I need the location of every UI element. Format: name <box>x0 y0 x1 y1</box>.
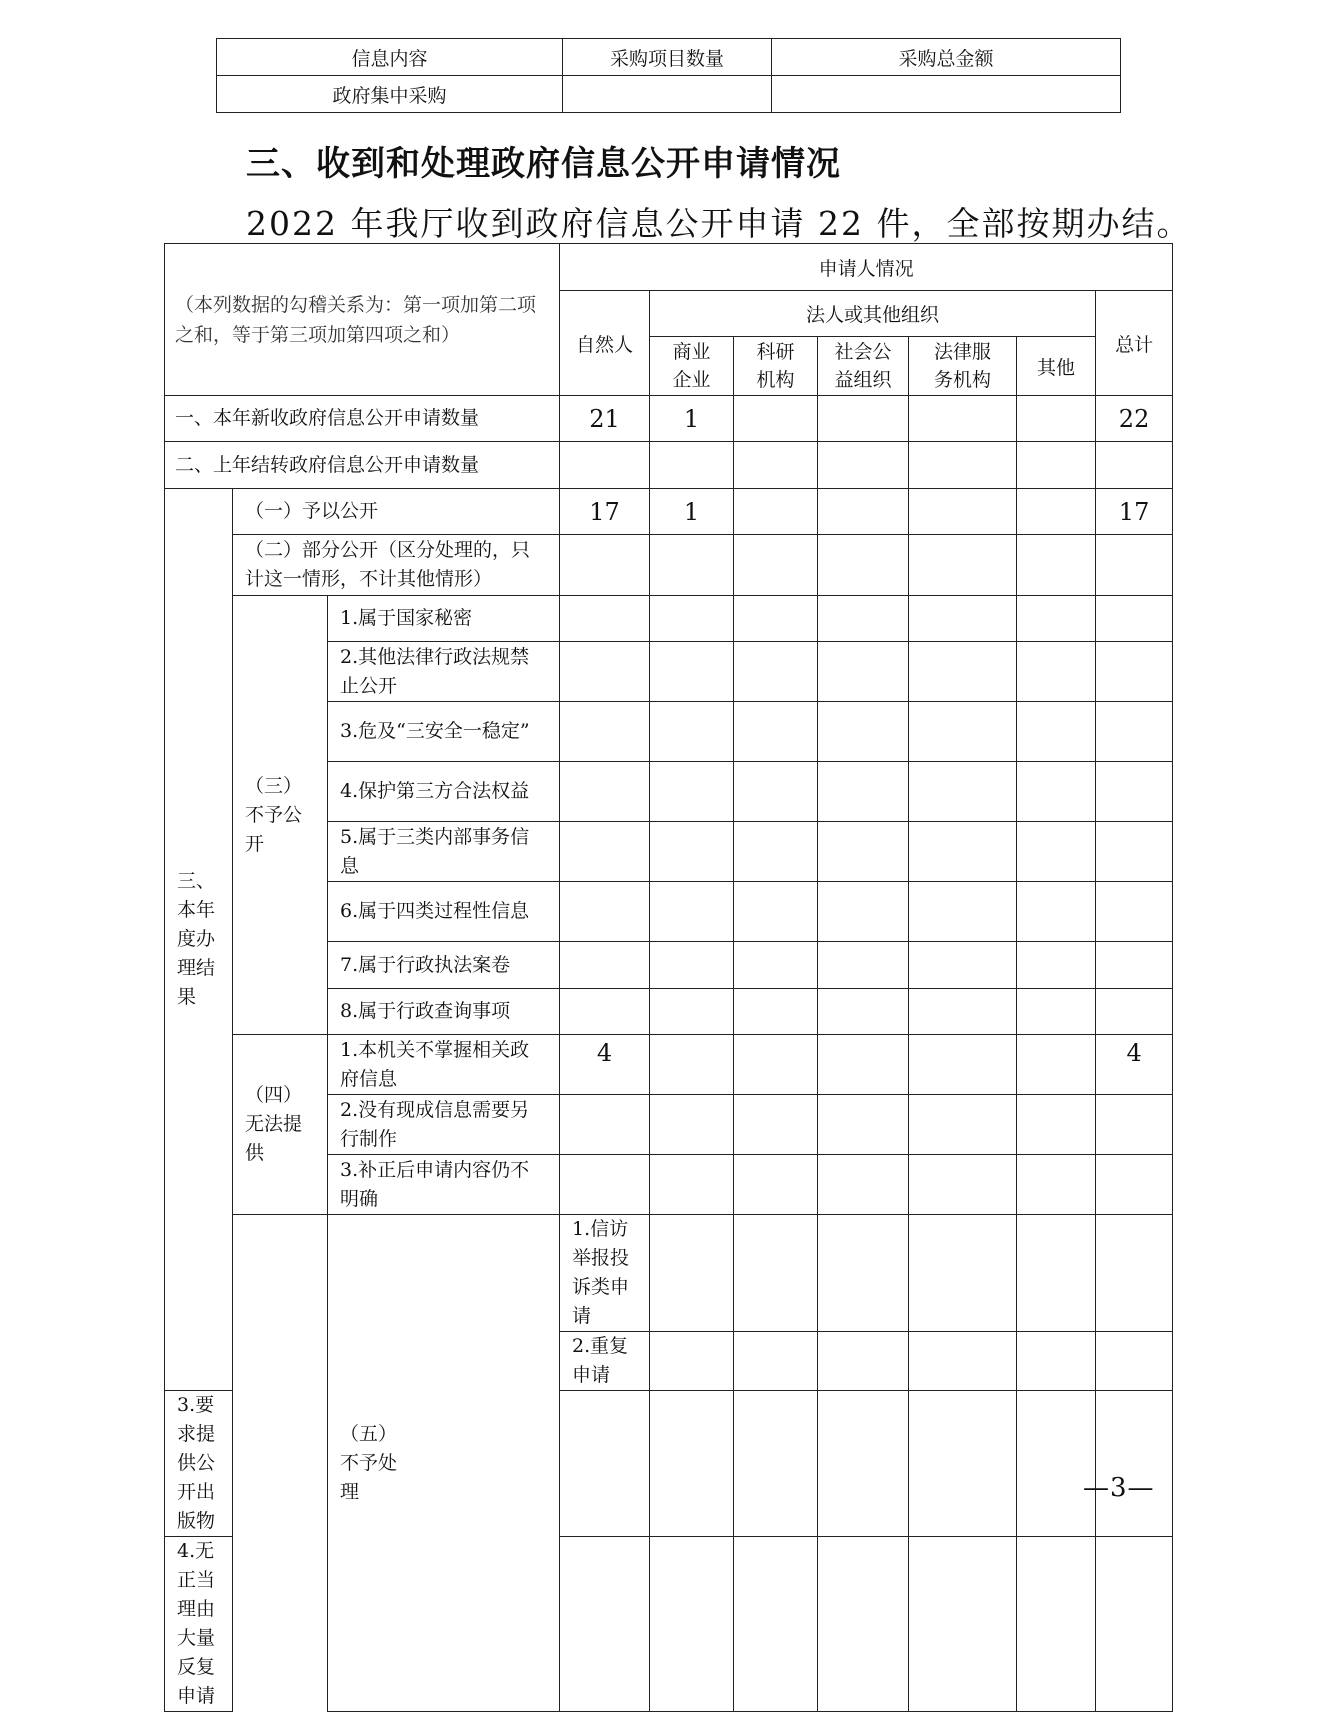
page-number: —3— <box>1083 1473 1155 1503</box>
table-row <box>165 442 1173 489</box>
row-label: 1.信访举报投诉类申请 <box>560 1215 650 1332</box>
legal-group-header: 法人或其他组织 <box>650 291 1096 337</box>
row-label: 4.无正当理由大量反复申请 <box>165 1537 233 1712</box>
category-label: （三）不予公开 <box>245 774 303 855</box>
row-label: 6.属于四类过程性信息 <box>328 882 560 942</box>
group-label-results <box>165 489 233 1391</box>
group-label-text: 三、本年度办理结果 <box>177 870 216 1008</box>
section-heading: 三、收到和处理政府信息公开申请情况 <box>246 144 841 184</box>
row-label: 1.属于国家秘密 <box>328 596 560 642</box>
cell-total: 17 <box>1096 489 1173 535</box>
table-row <box>165 1035 1173 1095</box>
table-note <box>165 244 560 396</box>
category-label: （五）不予处理 <box>340 1422 398 1503</box>
table-row <box>165 596 1173 642</box>
header-project-count: 采购项目数量 <box>563 39 772 76</box>
row-label: 3.要求提供公开出版物 <box>165 1391 233 1537</box>
category-unable-to-provide <box>233 1035 328 1215</box>
cell-natural: 21 <box>560 396 650 442</box>
category-not-processed <box>328 1215 560 1712</box>
col-natural-person: 自然人 <box>560 291 650 396</box>
col-business: 商业企业 <box>650 337 734 396</box>
row-label: 2.没有现成信息需要另行制作 <box>328 1095 560 1155</box>
col-total: 总计 <box>1096 291 1173 396</box>
category-not-disclosed <box>233 596 328 1035</box>
row-label: 政府集中采购 <box>217 76 563 113</box>
group-continuation-cell <box>233 1215 328 1712</box>
row-label: 3.危及“三安全一稳定” <box>328 702 560 762</box>
category-label: （四）无法提供 <box>245 1084 303 1164</box>
summary-text: 2022 年我厅收到政府信息公开申请 22 件，全部按期办结。 <box>246 204 1192 243</box>
cell-natural: 17 <box>560 489 650 535</box>
row-label: 7.属于行政执法案卷 <box>328 942 560 989</box>
col-research: 科研机构 <box>734 337 818 396</box>
table-row <box>165 1215 1173 1332</box>
cell-natural: 4 <box>560 1035 650 1095</box>
table-row <box>165 489 1173 535</box>
table-row <box>165 396 1173 442</box>
row-label: （二）部分公开（区分处理的，只计这一情形，不计其他情形） <box>233 535 560 596</box>
header-info-content: 信息内容 <box>217 39 563 76</box>
header-total-amount: 采购总金额 <box>772 39 1121 76</box>
cell-total: 22 <box>1096 396 1173 442</box>
row-label: 2.重复申请 <box>560 1332 650 1391</box>
row-label: 5.属于三类内部事务信息 <box>328 822 560 882</box>
table-row <box>217 76 1121 113</box>
procurement-table <box>216 38 1121 113</box>
row-label: 一、本年新收政府信息公开申请数量 <box>165 396 560 442</box>
row-label: 3.补正后申请内容仍不明确 <box>328 1155 560 1215</box>
row-label: 2.其他法律行政法规禁止公开 <box>328 642 560 702</box>
table-note-text: （本列数据的勾稽关系为：第一项加第二项之和，等于第三项加第四项之和） <box>175 293 537 346</box>
col-other: 其他 <box>1017 337 1096 396</box>
col-legal-service: 法律服务机构 <box>909 337 1017 396</box>
row-label: 4.保护第三方合法权益 <box>328 762 560 822</box>
cell-total: 4 <box>1096 1035 1173 1095</box>
row-count <box>563 76 772 113</box>
cell-business: 1 <box>650 489 734 535</box>
row-label: 1.本机关不掌握相关政府信息 <box>328 1035 560 1095</box>
cell-business: 1 <box>650 396 734 442</box>
table-row <box>165 535 1173 596</box>
applicant-header: 申请人情况 <box>560 244 1173 291</box>
col-public-welfare: 社会公益组织 <box>818 337 909 396</box>
row-label: （一）予以公开 <box>233 489 560 535</box>
application-stats-table <box>164 243 1173 1712</box>
row-label: 8.属于行政查询事项 <box>328 989 560 1035</box>
table-header-row <box>217 39 1121 76</box>
row-amount <box>772 76 1121 113</box>
row-label: 二、上年结转政府信息公开申请数量 <box>165 442 560 489</box>
